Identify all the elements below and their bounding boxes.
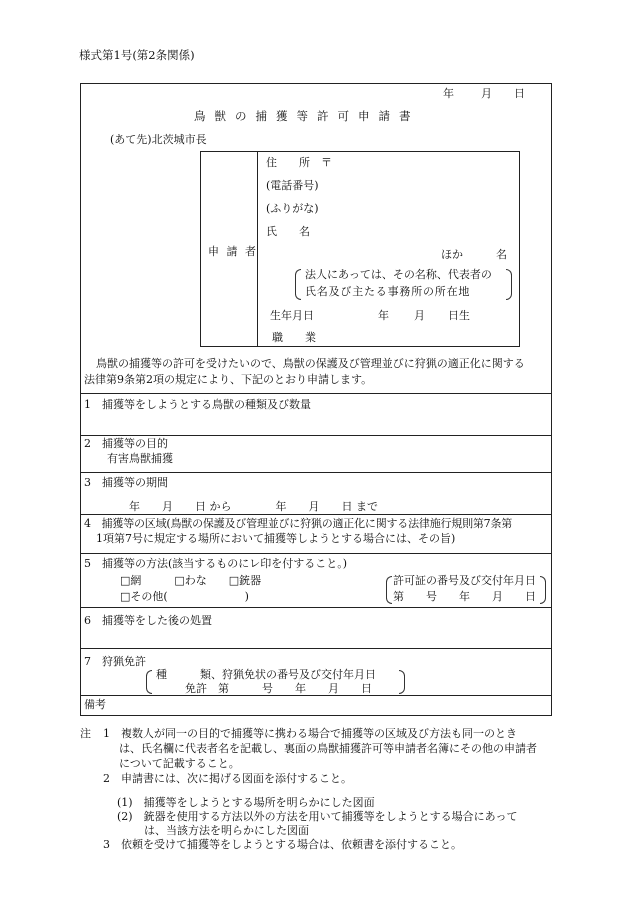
note-2-a: (1) 捕獲等をしようとする場所を明らかにした図面 — [117, 796, 375, 809]
form-number: 様式第1号(第2条関係) — [79, 48, 195, 62]
occupation-field[interactable]: 職 業 — [272, 331, 316, 344]
furigana-field[interactable]: (ふりがな) — [266, 202, 319, 215]
birth-label: 生年月日 — [270, 309, 314, 322]
item-6-label: 6 捕獲等をした後の処置 — [84, 614, 212, 627]
permit-brace-right — [540, 576, 546, 604]
row-divider — [80, 553, 552, 554]
note-3: 3 依頼を受けて捕獲等をしようとする場合は、依頼書を添付すること。 — [103, 838, 462, 851]
item-7-label: 7 狩猟免許 — [84, 655, 146, 668]
item-5-options-2[interactable]: □その他( ) — [120, 590, 249, 603]
item-3-period: 年 月 日 から 年 月 日 まで — [129, 500, 378, 513]
item-2-value: 有害鳥獣捕獲 — [107, 452, 173, 465]
license-line-2: 免許 第 号 年 月 日 — [185, 682, 372, 695]
note-2-b-line-1: (2) 銃器を使用する方法以外の方法を用いて捕獲等をしようとする場合にあって — [117, 810, 518, 823]
intro-line-2: 法律第9条第2項の規定により、下記のとおり申請します。 — [84, 373, 373, 386]
birth-year: 年 — [378, 309, 389, 322]
intro-line-1: 鳥獣の捕獲等の許可を受けたいので、鳥獣の保護及び管理並びに狩猟の適正化に関する — [96, 357, 525, 370]
note-1-line-3: について記載すること。 — [119, 757, 240, 770]
corp-note-brace-left — [295, 269, 301, 300]
item-4-line-1: 4 捕獲等の区域(鳥獣の保護及び管理並びに狩猟の適正化に関する法律施行規則第7条第 — [84, 517, 513, 530]
phone-field[interactable]: (電話番号) — [266, 179, 319, 192]
birth-day: 日生 — [448, 309, 470, 322]
date-year: 年 — [443, 87, 454, 100]
note-2: 2 申請書には、次に掲げる図面を添付すること。 — [103, 772, 352, 785]
item-4-line-2: 1項第7号に規定する場所において捕獲等しようとする場合には、その旨) — [96, 532, 456, 545]
corp-note-brace-right — [506, 269, 512, 300]
row-divider — [80, 393, 552, 394]
license-line-1: 種 類、狩猟免状の番号及び交付年月日 — [156, 668, 376, 681]
license-brace-left — [146, 670, 152, 694]
row-divider — [80, 472, 552, 473]
item-5-options-1[interactable]: □網 □わな □銃器 — [120, 574, 262, 587]
license-brace-right — [399, 670, 405, 694]
corp-note-line-2: 氏名及び主たる事務所の所在地 — [305, 285, 471, 298]
birth-month: 月 — [414, 309, 425, 322]
address-field[interactable]: 住 所 〒 — [266, 156, 332, 169]
others-count: ほか 名 — [441, 248, 507, 261]
notes-label: 注 — [80, 727, 91, 740]
note-1-line-2: は、氏名欄に代表者名を記載し、裏面の鳥獣捕獲許可等申請者名簿にその他の申請者 — [119, 742, 537, 755]
form-title: 鳥獣の捕獲等許可申請書 — [194, 109, 420, 123]
item-2-label: 2 捕獲等の目的 — [84, 437, 168, 450]
permit-brace-left — [386, 576, 392, 604]
item-1-label: 1 捕獲等をしようとする鳥獣の種類及び数量 — [84, 398, 311, 411]
permit-line-1: 許可証の番号及び交付年月日 — [393, 574, 536, 587]
note-2-b-line-2: は、当該方法を明らかにした図面 — [144, 824, 309, 837]
remarks-label: 備考 — [84, 698, 106, 711]
addressee: (あて先)北茨城市長 — [110, 133, 207, 146]
permit-line-2: 第 号 年 月 日 — [393, 590, 536, 603]
applicant-label: 申 請 者 — [208, 245, 258, 258]
row-divider — [80, 607, 552, 608]
item-3-label: 3 捕獲等の期間 — [84, 476, 168, 489]
corp-note-line-1: 法人にあっては、その名称、代表者の — [305, 268, 492, 281]
row-divider — [80, 648, 552, 649]
date-day: 日 — [514, 87, 525, 100]
row-divider — [80, 435, 552, 436]
item-5-label: 5 捕獲等の方法(該当するものにレ印を付すること。) — [84, 557, 348, 570]
note-1-line-1: 1 複数人が同一の目的で捕獲等に携わる場合で捕獲等の区域及び方法も同一のとき — [103, 727, 517, 740]
name-field[interactable]: 氏 名 — [266, 225, 310, 238]
date-month: 月 — [481, 87, 492, 100]
